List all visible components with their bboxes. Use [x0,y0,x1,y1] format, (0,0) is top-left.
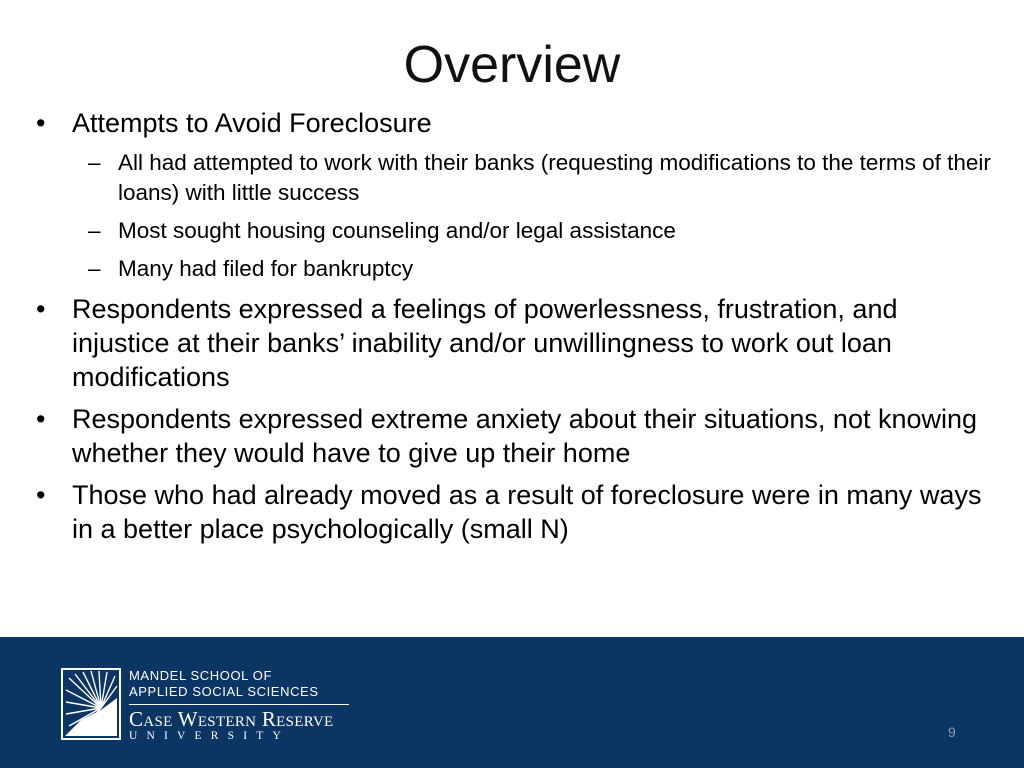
bullet-item [32,478,992,546]
slide-title: Overview [403,36,621,94]
school-name-line1: MANDEL SCHOOL OF [129,668,272,683]
page-number: 9 [948,724,956,740]
bullet-list [32,106,992,554]
bullet-text: Those who had already moved as a result of foreclosure were in many ways in a better place psychologically (small N) [72,480,982,544]
bullet-item [32,402,992,470]
sub-bullet-glyph: – [88,256,101,281]
sub-bullet-glyph: – [88,150,101,175]
sub-bullet-text: Many had filed for bankruptcy [118,256,414,281]
bullet-glyph: • [36,404,46,434]
sub-bullet-item [32,216,992,246]
bullet-glyph: • [36,108,46,138]
sub-bullet-item [32,254,992,284]
sub-bullet-text: All had attempted to work with their banks (requesting modifications to the terms of their loans) with little success [118,150,991,205]
bullet-glyph: • [36,294,46,324]
footer-bar [0,637,1024,768]
sub-bullet-glyph: – [88,218,101,243]
bullet-text: Respondents expressed extreme anxiety about their situations, not knowing whether they would have to give up their home [72,404,978,468]
sub-bullet-item [32,148,992,208]
sunburst-logo-icon [61,668,121,740]
university-label: UNIVERSITY [129,730,290,742]
bullet-text: Respondents expressed a feelings of powerlessness, frustration, and injustice at their banks’ inability and/or unwillingness to work out loan modifications [72,294,898,392]
logo-divider [129,704,349,705]
sub-bullet-list [32,148,992,284]
sub-bullet-text: Most sought housing counseling and/or legal assistance [118,218,676,243]
school-name-line2: APPLIED SOCIAL SCIENCES [129,684,319,699]
bullet-glyph: • [36,480,46,510]
bullet-item [32,106,992,140]
bullet-item [32,292,992,394]
university-name: Case Western Reserve [129,707,334,731]
bullet-text: Attempts to Avoid Foreclosure [72,108,432,138]
